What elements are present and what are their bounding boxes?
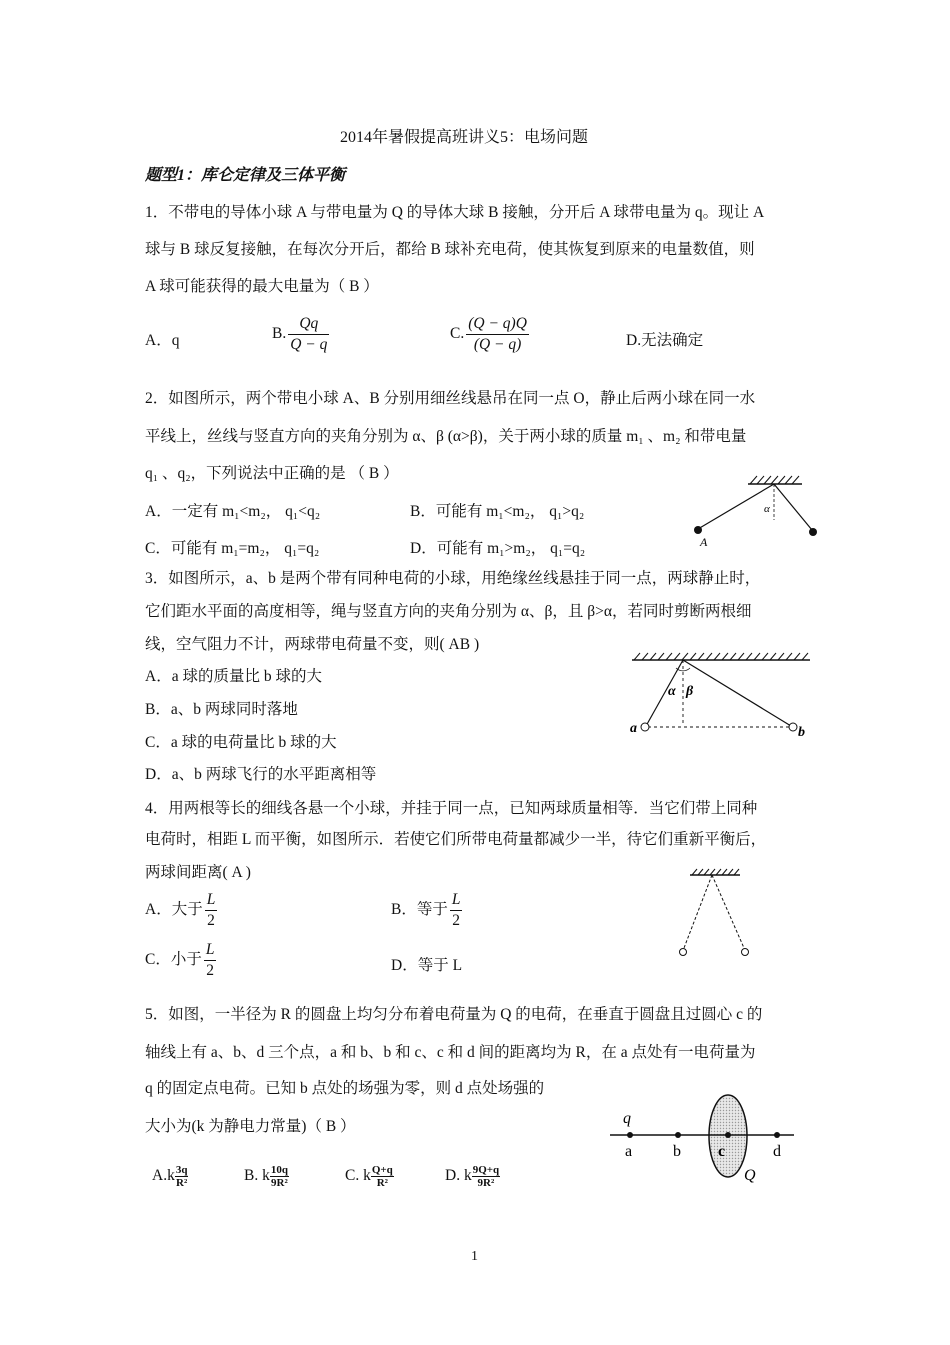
q4-option-d: D．等于 L	[391, 957, 463, 974]
page-title: 2014年暑假提高班讲义5：电场问题	[340, 129, 589, 146]
q5-fig-label-a: a	[625, 1143, 633, 1160]
q1-option-c	[450, 314, 531, 355]
q5-option-b-label: B. k	[244, 1167, 270, 1185]
q5-fig-label-d: d	[773, 1143, 781, 1160]
q3-figure	[626, 650, 816, 740]
q5-option-b-numerator: 10q	[270, 1164, 288, 1176]
q4-option-a	[145, 890, 219, 931]
q1-option-a: A．q	[145, 332, 180, 349]
q3-option-b: B．a、b 两球同时落地	[145, 701, 298, 718]
q5-fig-label-Q: Q	[744, 1167, 756, 1184]
q4-option-a-label: A．大于	[145, 901, 203, 919]
q5-option-a	[152, 1164, 188, 1189]
q3-line3: 线，空气阻力不计，两球带电荷量不变，则( AB )	[145, 636, 480, 653]
q3-option-a: A．a 球的质量比 b 球的大	[145, 668, 322, 685]
q5-option-c-label: C. k	[345, 1167, 371, 1185]
q2-line2: 平线上，丝线与竖直方向的夹角分别为 α、β (α>β)，关于两小球的质量 m₁ 、m₂ 和带电量	[145, 428, 747, 445]
q5-option-b-denominator: 9R²	[271, 1177, 288, 1189]
q2-option-a: A．一定有 m₁<m₂， q₁<q₂	[145, 503, 321, 520]
q5-figure	[608, 1088, 803, 1188]
q5-option-a-label: A.k	[152, 1167, 175, 1185]
q5-fig-label-b: b	[673, 1143, 681, 1160]
q4-figure	[672, 866, 752, 961]
q5-option-a-denominator: R²	[176, 1177, 188, 1189]
q4-line3: 两球间距离( A )	[145, 864, 251, 881]
q3-fig-label-b: b	[798, 725, 805, 740]
q3-fig-label-a: a	[630, 721, 637, 736]
q4-option-c-label: C．小于	[145, 951, 202, 969]
q4-option-a-numerator: L	[205, 890, 218, 911]
page-number: 1	[471, 1249, 478, 1264]
q1-option-c-label: C.	[450, 325, 465, 343]
q2-option-d: D．可能有 m₁>m₂， q₁=q₂	[410, 540, 586, 557]
q2-option-b: B．可能有 m₁<m₂， q₁>q₂	[410, 503, 585, 520]
q2-option-c: C．可能有 m₁=m₂， q₁=q₂	[145, 540, 320, 557]
q3-fig-beta: β	[686, 684, 694, 699]
q2-line3: q₁ 、q₂，下列说法中正确的是 （ B ）	[145, 465, 399, 482]
q4-option-c-denominator: 2	[206, 962, 215, 979]
q1-line3: A 球可能获得的最大电量为（ B ）	[145, 278, 379, 295]
q1-option-c-numerator: (Q − q)Q	[466, 314, 529, 335]
q5-line4: 大小为(k 为静电力常量)（ B ）	[145, 1118, 356, 1135]
q4-option-b	[391, 890, 464, 931]
q3-fig-alpha: α	[668, 684, 676, 699]
q5-fig-label-q: q	[623, 1110, 631, 1127]
q5-option-c-denominator: R²	[376, 1177, 388, 1189]
q4-line1: 4．用两根等长的细线各悬一个小球，并挂于同一点，已知两球质量相等．当它们带上同种	[145, 800, 758, 817]
q5-fig-label-c: c	[718, 1143, 726, 1160]
q5-option-d	[445, 1164, 500, 1189]
q2-fig-label-a: A	[700, 535, 708, 549]
q1-option-b-numerator: Qq	[288, 314, 329, 335]
q1-option-b	[272, 314, 331, 355]
q4-option-b-label: B．等于	[391, 901, 448, 919]
q4-option-c	[145, 940, 218, 981]
q3-line2: 它们距水平面的高度相等，绳与竖直方向的夹角分别为 α、β，且 β>α，若同时剪断两根细	[145, 603, 752, 620]
q4-line2: 电荷时，相距 L 而平衡，如图所示．若使它们所带电荷量都减少一半，待它们重新平衡后，	[145, 831, 767, 848]
q5-line1: 5．如图，一半径为 R 的圆盘上均匀分布着电荷量为 Q 的电荷，在垂直于圆盘且过圆心 c 的	[145, 1006, 763, 1023]
q4-option-a-denominator: 2	[207, 912, 215, 929]
section-heading: 题型1：库仑定律及三体平衡	[145, 167, 346, 184]
q2-figure	[690, 474, 825, 549]
q1-option-b-denominator: Q − q	[290, 336, 328, 353]
q4-option-b-numerator: L	[450, 890, 463, 911]
q5-option-d-label: D. k	[445, 1167, 472, 1185]
q4-option-c-numerator: L	[204, 940, 217, 961]
q2-line1: 2．如图所示，两个带电小球 A、B 分别用细丝线悬吊在同一点 O，静止后两小球在同一水	[145, 390, 756, 407]
q5-line2: 轴线上有 a、b、d 三个点，a 和 b、b 和 c、c 和 d 间的距离均为 R，在 a 点处有一电荷量为	[145, 1044, 756, 1061]
q5-option-a-numerator: 3q	[175, 1164, 188, 1176]
q5-option-d-numerator: 9Q+q	[472, 1164, 500, 1176]
q1-line2: 球与 B 球反复接触，在每次分开后，都给 B 球补充电荷，使其恢复到原来的电量数值，则	[145, 241, 755, 258]
q1-option-b-label: B.	[272, 325, 287, 343]
q5-line3: q 的固定点电荷。已知 b 点处的场强为零，则 d 点处场强的	[145, 1080, 545, 1097]
q3-line1: 3．如图所示，a、b 是两个带有同种电荷的小球，用绝缘丝线悬挂于同一点，两球静止时，	[145, 570, 761, 587]
q5-option-b	[244, 1164, 289, 1189]
q4-option-b-denominator: 2	[452, 912, 461, 929]
q1-option-d: D.无法确定	[626, 332, 704, 349]
q3-option-d: D．a、b 两球飞行的水平距离相等	[145, 766, 377, 783]
q1-line1: 1．不带电的导体小球 A 与带电量为 Q 的导体大球 B 接触，分开后 A 球带电量为 q。现让 A	[145, 204, 765, 221]
q5-option-c-numerator: Q+q	[371, 1164, 393, 1176]
q3-option-c: C．a 球的电荷量比 b 球的大	[145, 734, 337, 751]
q5-option-d-denominator: 9R²	[477, 1177, 495, 1189]
q1-option-c-denominator: (Q − q)	[473, 336, 522, 353]
q2-fig-alpha: α	[764, 503, 770, 515]
q5-option-c	[345, 1164, 394, 1189]
